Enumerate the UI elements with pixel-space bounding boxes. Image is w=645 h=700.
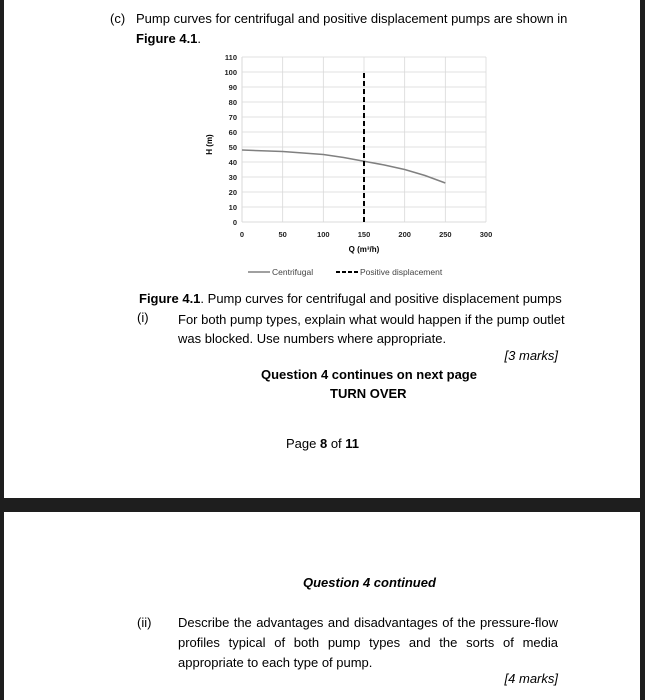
y-tick-label: 10	[228, 203, 237, 212]
exam-page-9	[4, 512, 640, 700]
figure-ref-bold: Figure 4.1	[136, 31, 198, 46]
legend-label: Centrifugal	[272, 267, 314, 277]
chart-legend	[248, 267, 443, 277]
question-c-text: Pump curves for centrifugal and positive displacement pumps are shown in	[136, 11, 568, 26]
series-centrifugal	[242, 150, 445, 183]
question-continues-note: Question 4 continues on next page	[261, 367, 477, 382]
pump-curve-chart	[4, 0, 640, 290]
sub-question-ii-label: (ii)	[137, 615, 152, 630]
y-tick-labels	[224, 53, 237, 227]
page-prefix: Page	[286, 436, 320, 451]
x-axis-label: Q (m³/h)	[348, 245, 380, 254]
y-tick-label: 110	[224, 53, 237, 62]
page-total: 11	[345, 436, 360, 451]
figure-caption-text: . Pump curves for centrifugal and positive displacement pumps	[200, 291, 562, 306]
x-tick-label: 200	[398, 230, 411, 239]
y-tick-label: 30	[228, 173, 237, 182]
question-c-label: (c)	[110, 11, 126, 26]
question-4-continued-heading: Question 4 continued	[303, 575, 436, 590]
legend-label: Positive displacement	[360, 267, 443, 277]
x-tick-label: 100	[317, 230, 330, 239]
turn-over-note: TURN OVER	[330, 386, 407, 401]
y-tick-label: 50	[228, 143, 237, 152]
sub-question-i-text: For both pump types, explain what would happen if the pump outlet was blocked. Use numbers where appropriate.	[178, 312, 565, 346]
y-tick-label: 60	[228, 128, 237, 137]
sub-question-i-label: (i)	[137, 310, 149, 325]
x-tick-label: 150	[357, 230, 371, 239]
y-tick-label: 0	[232, 218, 237, 227]
sub-question-ii-text: Describe the advantages and disadvantages of the pressure-flow profiles typical of both pump types and the sorts of media appropriate to each type of pump.	[178, 615, 558, 670]
x-tick-label: 0	[239, 230, 245, 239]
x-tick-label: 50	[278, 230, 287, 239]
y-tick-label: 40	[228, 158, 237, 167]
marks-i: [3 marks]	[504, 348, 558, 363]
exam-page-8	[4, 0, 640, 498]
y-tick-label: 80	[228, 98, 237, 107]
y-tick-label: 90	[228, 83, 237, 92]
y-tick-label: 20	[228, 188, 237, 197]
x-tick-label: 250	[439, 230, 452, 239]
page-current: 8	[319, 436, 328, 451]
page-of: of	[327, 436, 346, 451]
y-tick-label: 100	[224, 68, 237, 77]
y-axis-label: H (m)	[205, 134, 214, 155]
y-tick-label: 70	[228, 113, 237, 122]
figure-caption-bold: Figure 4.1	[139, 291, 201, 306]
x-tick-labels	[240, 230, 492, 239]
marks-ii: [4 marks]	[504, 671, 558, 686]
figure-caption	[139, 291, 562, 306]
page-number	[286, 436, 359, 451]
x-tick-label: 300	[479, 230, 493, 239]
figure-ref-period: .	[197, 31, 202, 46]
